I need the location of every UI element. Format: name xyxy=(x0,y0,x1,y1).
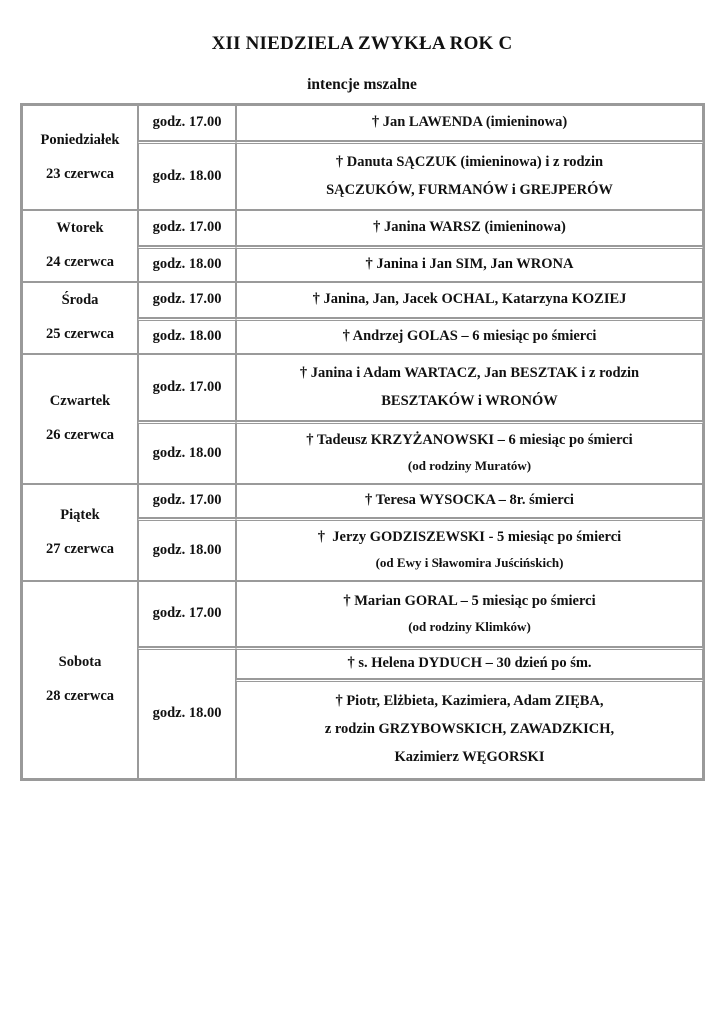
intention-note: (od rodziny Muratów) xyxy=(407,458,532,474)
mass-time: godz. 18.00 xyxy=(138,518,236,581)
page-subtitle: intencje mszalne xyxy=(307,76,417,93)
mass-time: godz. 18.00 xyxy=(138,141,236,210)
intention-line: † Andrzej GOLAS – 6 miesiąc po śmierci xyxy=(342,328,597,345)
day-date: 28 czerwca xyxy=(45,688,115,704)
intention-line: BESZTAKÓW i WRONÓW xyxy=(381,392,558,409)
mass-intention xyxy=(236,105,703,141)
intention-line: † Jerzy GODZISZEWSKI - 5 miesiąc po śmierci xyxy=(317,529,622,546)
table-row xyxy=(22,210,703,246)
mass-intention xyxy=(236,354,703,421)
day-date: 23 czerwca xyxy=(45,165,115,182)
mass-intention xyxy=(236,679,703,779)
mass-intention xyxy=(236,318,703,354)
day-cell-thursday xyxy=(22,354,138,484)
day-date: 27 czerwca xyxy=(45,540,115,557)
mass-time: godz. 17.00 xyxy=(138,581,236,647)
mass-time: godz. 17.00 xyxy=(138,484,236,518)
day-date: 25 czerwca xyxy=(45,326,115,342)
intention-line: † Marian GORAL – 5 miesiąc po śmierci xyxy=(343,592,596,609)
intention-line: † Jan LAWENDA (imieninowa) xyxy=(371,114,568,131)
mass-intentions-table xyxy=(20,103,705,781)
intention-line: † Teresa WYSOCKA – 8r. śmierci xyxy=(365,492,574,509)
mass-time: godz. 17.00 xyxy=(138,105,236,141)
mass-intention xyxy=(236,246,703,282)
intention-line: Kazimierz WĘGORSKI xyxy=(394,748,545,765)
table-row xyxy=(22,282,703,318)
day-cell-saturday xyxy=(22,581,138,779)
day-cell-monday xyxy=(22,105,138,210)
day-cell-friday xyxy=(22,484,138,581)
mass-intention xyxy=(236,141,703,210)
intention-note: (od Ewy i Sławomira Juścińskich) xyxy=(375,555,564,571)
day-date: 24 czerwca xyxy=(45,254,115,270)
mass-time: godz. 17.00 xyxy=(138,354,236,421)
intention-line: SĄCZUKÓW, FURMANÓW i GREJPERÓW xyxy=(326,181,613,198)
day-name: Czwartek xyxy=(49,393,111,410)
intention-note: (od rodziny Klimków) xyxy=(408,618,531,634)
day-name: Sobota xyxy=(58,654,102,671)
mass-intention xyxy=(236,210,703,246)
table-row xyxy=(22,354,703,421)
intention-line: † s. Helena DYDUCH – 30 dzień po śm. xyxy=(347,655,592,672)
table-row xyxy=(22,105,703,141)
mass-time: godz. 17.00 xyxy=(138,282,236,318)
mass-time: godz. 18.00 xyxy=(138,318,236,354)
intention-line: † Janina WARSZ (imieninowa) xyxy=(373,219,566,236)
table-row xyxy=(22,581,703,647)
intention-line: † Janina i Jan SIM, Jan WRONA xyxy=(365,256,574,273)
day-name: Piątek xyxy=(60,506,100,523)
mass-intention xyxy=(236,484,703,518)
page-title: XII NIEDZIELA ZWYKŁA ROK C xyxy=(211,33,513,54)
mass-intention xyxy=(236,421,703,484)
mass-time: godz. 18.00 xyxy=(138,421,236,484)
mass-time: godz. 17.00 xyxy=(138,210,236,246)
mass-time: godz. 18.00 xyxy=(138,246,236,282)
day-name: Poniedziałek xyxy=(40,131,120,148)
intention-line: † Tadeusz KRZYŻANOWSKI – 6 miesiąc po śmierci xyxy=(306,432,633,449)
intention-line: † Danuta SĄCZUK (imieninowa) i z rodzin xyxy=(335,153,604,170)
mass-time: godz. 18.00 xyxy=(138,647,236,779)
day-cell-tuesday xyxy=(22,210,138,282)
mass-intention xyxy=(236,518,703,581)
mass-intention xyxy=(236,581,703,647)
intention-line: † Janina, Jan, Jacek OCHAL, Katarzyna KOZIEJ xyxy=(312,291,627,308)
day-name: Środa xyxy=(61,292,99,309)
mass-intention xyxy=(236,647,703,679)
day-date: 26 czerwca xyxy=(45,427,115,443)
day-cell-wednesday xyxy=(22,282,138,354)
mass-intention xyxy=(236,282,703,318)
intention-line: † Piotr, Elżbieta, Kazimiera, Adam ZIĘBA, xyxy=(335,693,604,710)
intention-line: † Janina i Adam WARTACZ, Jan BESZTAK i z rodzin xyxy=(299,364,640,381)
intention-line: z rodzin GRZYBOWSKICH, ZAWADZKICH, xyxy=(324,721,615,738)
table-row xyxy=(22,484,703,518)
day-name: Wtorek xyxy=(56,220,104,237)
